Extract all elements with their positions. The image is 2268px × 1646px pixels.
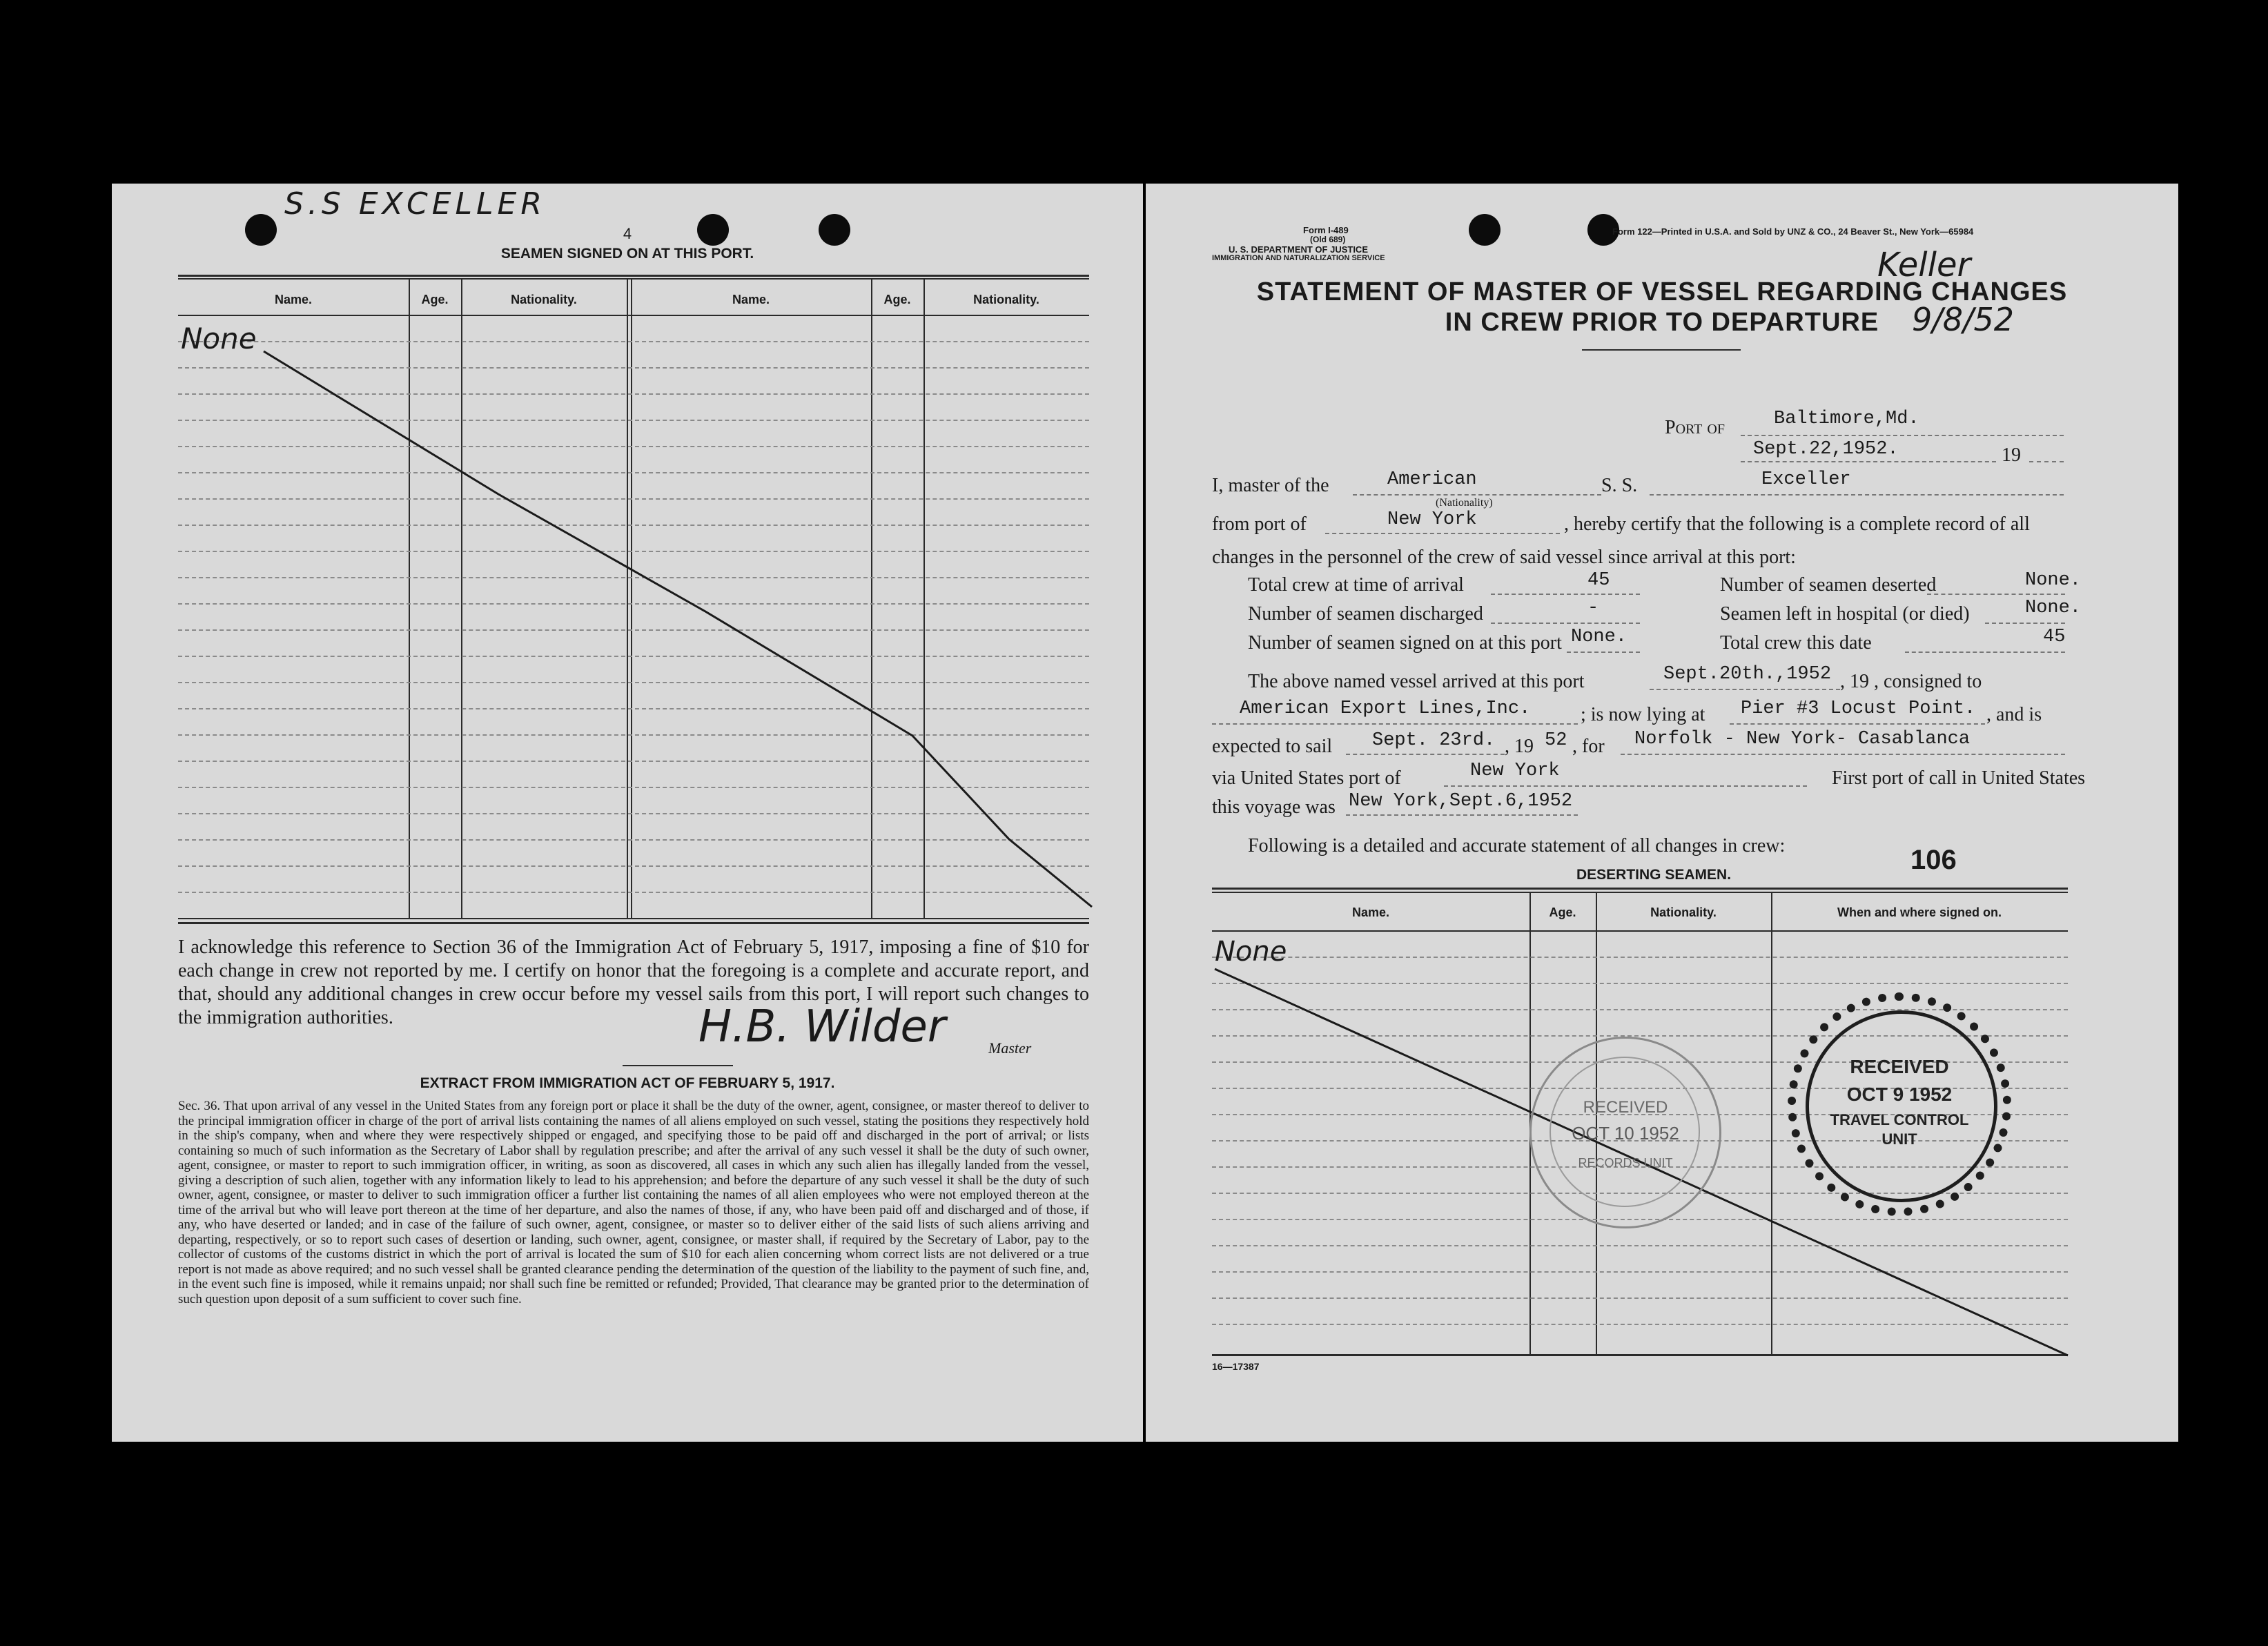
master-label: I, master of the [1212, 475, 1329, 496]
stamp-unit: RECORDS UNIT [1578, 1156, 1673, 1170]
voyage-label: this voyage was [1212, 796, 1336, 818]
via-label: via United States port of [1212, 767, 1401, 789]
ss-label: S. S. [1601, 475, 1638, 496]
col-header-age: Age. [883, 293, 911, 306]
stamp-line1: TRAVEL CONTROL [1830, 1111, 1969, 1128]
stamp-line2: UNIT [1881, 1130, 1917, 1148]
stamp-received: RECEIVED [1583, 1098, 1668, 1117]
stat-label: Number of seamen signed on at this port [1248, 632, 1562, 654]
nationality-caption: (Nationality) [1436, 497, 1493, 509]
stat-value: None. [2025, 570, 2082, 591]
form-number: Form I-489 [1303, 225, 1349, 235]
col-header-nationality: Nationality. [1650, 905, 1717, 919]
first-port-label: First port of call in United States [1832, 767, 2086, 789]
date-value: Sept.22,1952. [1753, 439, 1899, 460]
extract-text: Sec. 36. That upon arrival of any vessel in the United States from any foreign port or place it shall be the duty of the owner, agent, consignee, or master thereof to deliver to the principal immigration officer in charge of the port of arrival lists containing the names of all aliens employed on such vessel, stating the positions they respectively hold in the ship's company, when and where they were respectively shipped or engaged, and specifying those to be paid off and discharged in the port of arrival; or lists containing so much of such information as the Secretary of Labor shall by regulation prescribe; and after the arrival of any such vessel it shall be the duty of such owner, agent, consignee, or master to report to such immigration officer, in writing, as soon as discovered, all cases in which any such alien has illegally landed from the vessel, giving a description of such alien, together with any information likely to lead to his apprehension; and before the departure of any such vessel it shall be the duty of such owner, agent, consignee, or master to deliver to such immigration officer a further list containing the names of all alien employees who were not employed thereon at the time of the arrival but who will leave port thereon at the time of her departure, and also the names of those, if any, who have been paid off and discharged and of those, if any, who have deserted or landed; and in case of the failure of such owner, agent, consignee, or master so to deliver either of the said lists of such aliens arriving and departing, respectively, or so to report such cases of desertion or landing, such owner, agent, consignee, or master shall, if required by the Secretary of Labor, pay to the collector of customs of the customs district in which the port of arrival is located the sum of $10 for each alien concerning whom correct lists are not delivered or a true report is not made as above required; and no such vessel shall be granted clearance pending the determination of the question of the liability to the payment of such fine, and, in the event such fine is imposed, while it remains unpaid; nor shall such fine be remitted or refunded; Provided, That clearance may be granted prior to the determination of such question upon deposit of a sum sufficient to cover such fine. [178, 1099, 1089, 1306]
none-entry: None [181, 322, 257, 355]
stat-label: Number of seamen discharged [1248, 603, 1483, 625]
vessel-value: Exceller [1761, 469, 1851, 490]
stamp-date: OCT 9 1952 [1846, 1084, 1953, 1105]
year-value: 52 [1545, 730, 1567, 751]
extract-title: EXTRACT FROM IMMIGRATION ACT OF FEBRUARY 5, 1917. [420, 1075, 835, 1091]
stat-value: - [1587, 598, 1599, 618]
stat-label: Total crew this date [1720, 632, 1872, 654]
none-entry: None [1215, 936, 1287, 968]
col-header-nationality: Nationality. [511, 293, 577, 306]
stat-label: Total crew at time of arrival [1248, 574, 1464, 596]
port-value: Baltimore,Md. [1774, 409, 1919, 429]
printer-note: Form 122—Printed in U.S.A. and Sold by UNZ & CO., 24 Beaver St., New York—65984 [1612, 226, 1974, 237]
page-number: 4 [623, 225, 632, 242]
from-port-value: New York [1387, 509, 1477, 530]
from-port-label: from port of [1212, 513, 1307, 535]
travel-control-stamp [1788, 992, 2011, 1216]
master-signature: H.B. Wilder [698, 1001, 946, 1052]
certify-text: , hereby certify that the following is a complete record of all [1564, 513, 2030, 535]
stat-value: None. [1571, 627, 1627, 647]
col-header-when-where: When and where signed on. [1837, 905, 2002, 919]
service: IMMIGRATION AND NATURALIZATION SERVICE [1212, 254, 1385, 262]
year-prefix: 19 [2002, 444, 2021, 466]
stamped-number: 106 [1910, 845, 1957, 875]
for-label: , for [1572, 736, 1605, 757]
stat-value: None. [2025, 598, 2082, 618]
handwritten-initials: Keller [1877, 246, 1971, 284]
deserting-title: DESERTING SEAMEN. [1576, 867, 1732, 883]
stamp-received: RECEIVED [1850, 1056, 1949, 1077]
arrived-value: Sept.20th.,1952 [1663, 664, 1832, 685]
form-old-number: (Old 689) [1310, 235, 1346, 244]
stat-label: Number of seamen deserted [1720, 574, 1937, 596]
form-title-line2: IN CREW PRIOR TO DEPARTURE [1445, 308, 1879, 337]
col-header-age: Age. [421, 293, 449, 306]
records-unit-stamp [1529, 1037, 1721, 1228]
stat-value: 45 [1587, 570, 1610, 591]
handwritten-ship-name: S.S EXCELLER [284, 186, 546, 222]
expected-label: expected to sail [1212, 736, 1333, 757]
right-page [1146, 184, 2178, 1442]
year19-label: , 19 [1505, 736, 1534, 757]
signature-title: Master [988, 1039, 1032, 1057]
col-header-age: Age. [1549, 905, 1576, 919]
nationality-value: American [1387, 469, 1477, 490]
col-header-name: Name. [732, 293, 770, 306]
changes-text: changes in the personnel of the crew of said vessel since arrival at this port: [1212, 547, 1796, 568]
consigned-label: , 19 , consigned to [1840, 671, 1982, 692]
form-title-line1: STATEMENT OF MASTER OF VESSEL REGARDING CHANGES [1256, 277, 2068, 306]
department: U. S. DEPARTMENT OF JUSTICE [1229, 244, 1368, 255]
left-page [112, 184, 1143, 1442]
port-label: Port of [1665, 417, 1725, 438]
acknowledgment-text: I acknowledge this reference to Section 36 of the Immigration Act of February 5, 1917, imposing a fine of $10 for each change in crew not reported by me. I certify on honor that the foregoing is a complete and accurate report, and that, should any additional changes in crew occur before my vessel sails from this port, I will report such changes to the immigration authorities. [178, 937, 1089, 1028]
following-text: Following is a detailed and accurate statement of all changes in crew: [1248, 835, 1786, 856]
signature-rule [623, 1065, 733, 1066]
cancel-line [1146, 184, 2178, 1442]
col-header-name: Name. [274, 293, 313, 306]
and-is-label: , and is [1986, 704, 2042, 725]
section-title: SEAMEN SIGNED ON AT THIS PORT. [500, 246, 754, 262]
col-header-nationality: Nationality. [973, 293, 1039, 306]
expected-value: Sept. 23rd. [1372, 730, 1496, 751]
destination-value: Norfolk - New York- Casablanca [1634, 729, 1971, 749]
voyage-value: New York,Sept.6,1952 [1349, 791, 1573, 812]
stat-label: Seamen left in hospital (or died) [1720, 603, 1970, 625]
via-value: New York [1470, 761, 1560, 781]
footer-code: 16—17387 [1212, 1361, 1260, 1372]
lying-value: Pier #3 Locust Point. [1741, 698, 1976, 719]
lying-label: ; is now lying at [1581, 704, 1705, 725]
arrived-label: The above named vessel arrived at this port [1248, 671, 1585, 692]
stamp-date: OCT 10 1952 [1572, 1123, 1679, 1144]
consignee-value: American Export Lines,Inc. [1240, 698, 1531, 719]
col-header-name: Name. [1351, 905, 1390, 919]
handwritten-date: 9/8/52 [1912, 301, 2015, 338]
stat-value: 45 [2043, 627, 2066, 647]
